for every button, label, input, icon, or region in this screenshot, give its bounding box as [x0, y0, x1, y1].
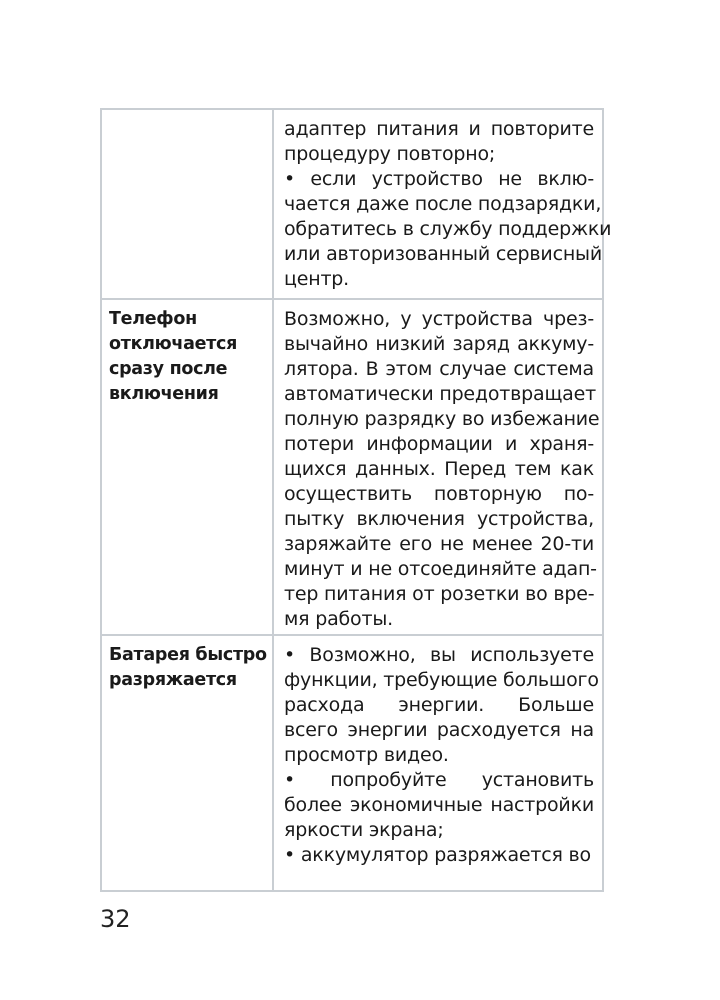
solution-line: центр. — [284, 268, 350, 290]
solution-line: автоматически предотвращает — [284, 383, 596, 405]
solution-line: или авторизованный сервисный — [284, 243, 602, 265]
solution-line: тер питания от розетки во вре- — [284, 583, 595, 605]
solution-line: функции, требующие большого — [284, 669, 599, 691]
solution-line: пытку включения устройства, — [284, 508, 594, 530]
solution-line: более экономичные настройки — [284, 794, 594, 816]
problem-cell — [101, 299, 273, 635]
table-row — [101, 299, 603, 635]
solution-line: лятора. В этом случае система — [284, 358, 594, 380]
solution-line: адаптер питания и повторите — [284, 118, 594, 140]
solution-line: • попробуйте установить — [284, 769, 594, 791]
problem-cell — [101, 635, 273, 891]
solution-line: просмотр видео. — [284, 744, 449, 766]
solution-line: • аккумулятор разряжается во — [284, 844, 591, 866]
troubleshooting-table — [100, 108, 612, 892]
solution-line: мя работы. — [284, 608, 393, 630]
solution-cell — [273, 299, 603, 635]
solution-line: щихся данных. Перед тем как — [284, 458, 594, 480]
solution-line: осуществить повторную по- — [284, 483, 594, 505]
solution-line: чается даже после подзарядки, — [284, 193, 602, 215]
solution-line: минут и не отсоединяйте адап- — [284, 558, 597, 580]
solution-line: вычайно низкий заряд аккуму- — [284, 333, 594, 355]
solution-line: процедуру повторно; — [284, 143, 496, 165]
solution-cell — [273, 635, 603, 891]
solution-cell — [273, 109, 612, 299]
problem-line: Батарея быстро — [109, 645, 267, 665]
solution-line: • Возможно, вы используете — [284, 644, 594, 666]
solution-line: Возможно, у устройства чрез- — [284, 308, 594, 330]
solution-line: потери информации и храня- — [284, 433, 594, 455]
table-row — [101, 635, 603, 891]
solution-line: всего энергии расходуется на — [284, 719, 594, 741]
page-number: 32 — [100, 905, 131, 933]
problem-line: Телефон — [109, 309, 197, 329]
solution-line: обратитесь в службу поддержки — [284, 218, 612, 240]
table-row — [101, 109, 603, 299]
solution-line: расхода энергии. Больше — [284, 694, 594, 716]
solution-line: полную разрядку во избежание — [284, 408, 600, 430]
problem-line: отключается — [109, 334, 238, 354]
problem-cell — [101, 109, 273, 299]
solution-line: заряжайте его не менее 20-ти — [284, 533, 594, 555]
problem-line: разряжается — [109, 670, 237, 690]
problem-line: включения — [109, 384, 219, 404]
problem-line: сразу после — [109, 359, 228, 379]
solution-line: яркости экрана; — [284, 819, 444, 841]
solution-line: • если устройство не вклю- — [284, 168, 594, 190]
